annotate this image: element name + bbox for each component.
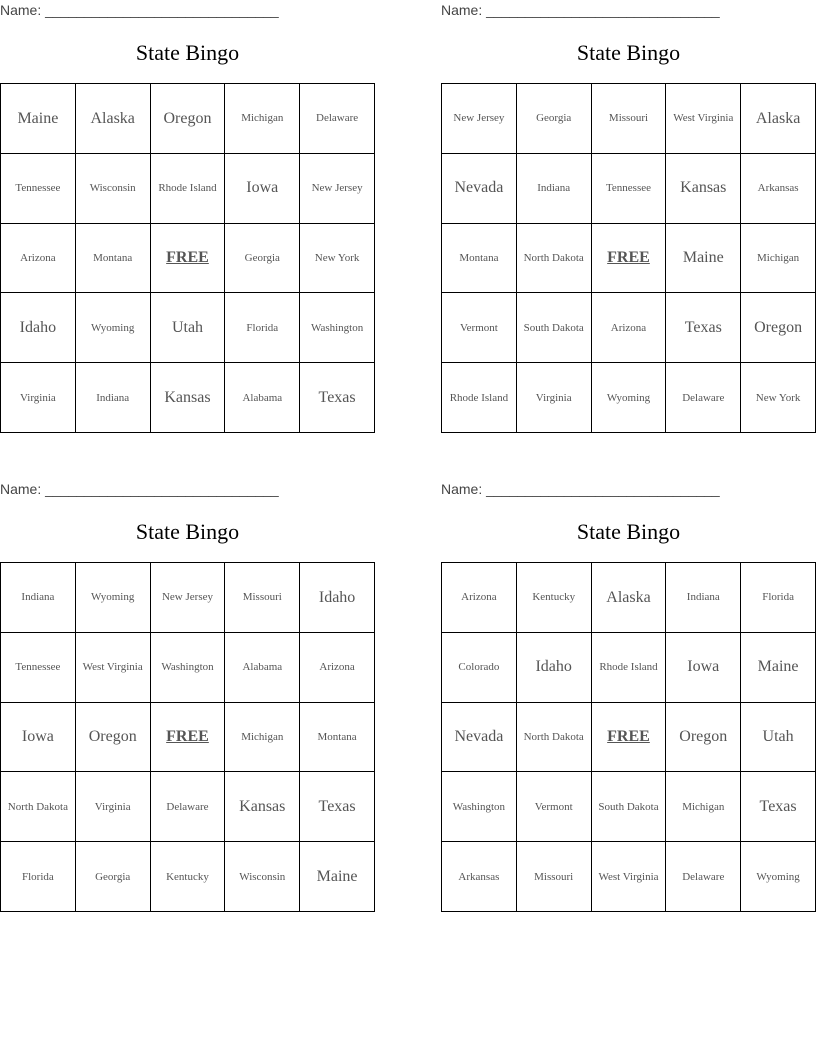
bingo-cell: Tennessee <box>1 154 76 224</box>
bingo-cell: Arizona <box>592 293 667 363</box>
bingo-cell: Montana <box>442 224 517 294</box>
bingo-cell: Kansas <box>225 772 300 842</box>
bingo-cell: Wyoming <box>592 363 667 433</box>
bingo-cell: Maine <box>300 842 375 912</box>
bingo-cell: Delaware <box>666 363 741 433</box>
free-space-cell: FREE <box>151 703 226 773</box>
bingo-cell: Indiana <box>76 363 151 433</box>
bingo-cell: Indiana <box>517 154 592 224</box>
bingo-cell: New Jersey <box>151 563 226 633</box>
bingo-cell: New Jersey <box>300 154 375 224</box>
bingo-grid <box>441 83 816 433</box>
bingo-cell: Utah <box>741 703 816 773</box>
bingo-cell: Delaware <box>666 842 741 912</box>
bingo-cell: Florida <box>1 842 76 912</box>
bingo-cell: Washington <box>300 293 375 363</box>
bingo-cell: Missouri <box>225 563 300 633</box>
bingo-cell: Michigan <box>741 224 816 294</box>
bingo-cell: West Virginia <box>666 84 741 154</box>
name-line: Name: ______________________________ <box>0 481 279 497</box>
bingo-cell: Oregon <box>666 703 741 773</box>
bingo-cell: Vermont <box>442 293 517 363</box>
card-title: State Bingo <box>135 40 240 65</box>
bingo-cell: New York <box>300 224 375 294</box>
bingo-cell: Idaho <box>1 293 76 363</box>
free-space-cell: FREE <box>151 224 226 294</box>
bingo-cell: Oregon <box>76 703 151 773</box>
bingo-cell: Rhode Island <box>442 363 517 433</box>
bingo-cell: Texas <box>666 293 741 363</box>
bingo-cell: North Dakota <box>1 772 76 842</box>
bingo-cell: Alaska <box>741 84 816 154</box>
bingo-cell: Idaho <box>517 633 592 703</box>
name-line: Name: ______________________________ <box>0 2 279 18</box>
bingo-cell: Colorado <box>442 633 517 703</box>
bingo-cell: Indiana <box>666 563 741 633</box>
bingo-grid <box>0 562 375 912</box>
bingo-cell: Michigan <box>225 703 300 773</box>
bingo-cell: Washington <box>442 772 517 842</box>
bingo-cell: New Jersey <box>442 84 517 154</box>
bingo-cell: Georgia <box>225 224 300 294</box>
bingo-cell: Georgia <box>76 842 151 912</box>
bingo-cell: Nevada <box>442 703 517 773</box>
bingo-cell: Texas <box>741 772 816 842</box>
card-title: State Bingo <box>576 519 681 544</box>
bingo-cell: Arkansas <box>442 842 517 912</box>
bingo-cell: Idaho <box>300 563 375 633</box>
bingo-cell: Arkansas <box>741 154 816 224</box>
bingo-cell: Michigan <box>225 84 300 154</box>
bingo-cell: North Dakota <box>517 703 592 773</box>
bingo-cell: Arizona <box>1 224 76 294</box>
bingo-cell: Montana <box>300 703 375 773</box>
bingo-cell: Maine <box>741 633 816 703</box>
bingo-cell: Iowa <box>1 703 76 773</box>
bingo-cell: Maine <box>1 84 76 154</box>
bingo-cell: Iowa <box>225 154 300 224</box>
bingo-cell: Delaware <box>151 772 226 842</box>
bingo-cell: Oregon <box>151 84 226 154</box>
bingo-cell: Arizona <box>442 563 517 633</box>
bingo-cell: Rhode Island <box>151 154 226 224</box>
bingo-cell: Alaska <box>592 563 667 633</box>
bingo-cell: Texas <box>300 363 375 433</box>
bingo-cell: Michigan <box>666 772 741 842</box>
bingo-cell: Wisconsin <box>225 842 300 912</box>
bingo-grid <box>0 83 375 433</box>
free-space-cell: FREE <box>592 703 667 773</box>
bingo-cell: Texas <box>300 772 375 842</box>
bingo-cell: New York <box>741 363 816 433</box>
bingo-cell: Georgia <box>517 84 592 154</box>
name-line: Name: ______________________________ <box>441 481 720 497</box>
bingo-cell: Wyoming <box>76 293 151 363</box>
bingo-cell: Alabama <box>225 363 300 433</box>
bingo-cell: Wisconsin <box>76 154 151 224</box>
bingo-cell: Missouri <box>592 84 667 154</box>
bingo-cell: Florida <box>225 293 300 363</box>
bingo-cell: Kansas <box>666 154 741 224</box>
bingo-cell: Nevada <box>442 154 517 224</box>
bingo-cell: Virginia <box>76 772 151 842</box>
bingo-cell: Indiana <box>1 563 76 633</box>
bingo-cell: North Dakota <box>517 224 592 294</box>
bingo-cell: South Dakota <box>517 293 592 363</box>
bingo-cell: Kentucky <box>151 842 226 912</box>
bingo-cell: Iowa <box>666 633 741 703</box>
bingo-cell: South Dakota <box>592 772 667 842</box>
bingo-grid <box>441 562 816 912</box>
bingo-cell: Wyoming <box>741 842 816 912</box>
name-line: Name: ______________________________ <box>441 2 720 18</box>
bingo-cell: West Virginia <box>76 633 151 703</box>
bingo-cell: Delaware <box>300 84 375 154</box>
bingo-cell: Maine <box>666 224 741 294</box>
bingo-cell: Kentucky <box>517 563 592 633</box>
bingo-cell: Washington <box>151 633 226 703</box>
bingo-cell: Wyoming <box>76 563 151 633</box>
bingo-cell: Virginia <box>1 363 76 433</box>
bingo-cell: Kansas <box>151 363 226 433</box>
bingo-cell: West Virginia <box>592 842 667 912</box>
bingo-cell: Utah <box>151 293 226 363</box>
bingo-cell: Alaska <box>76 84 151 154</box>
bingo-cell: Oregon <box>741 293 816 363</box>
bingo-cell: Virginia <box>517 363 592 433</box>
bingo-cell: Tennessee <box>592 154 667 224</box>
bingo-cell: Tennessee <box>1 633 76 703</box>
bingo-cell: Florida <box>741 563 816 633</box>
free-space-cell: FREE <box>592 224 667 294</box>
bingo-cell: Vermont <box>517 772 592 842</box>
bingo-cell: Montana <box>76 224 151 294</box>
bingo-cell: Missouri <box>517 842 592 912</box>
bingo-cell: Alabama <box>225 633 300 703</box>
bingo-cell: Arizona <box>300 633 375 703</box>
bingo-cell: Rhode Island <box>592 633 667 703</box>
card-title: State Bingo <box>135 519 240 544</box>
card-title: State Bingo <box>576 40 681 65</box>
